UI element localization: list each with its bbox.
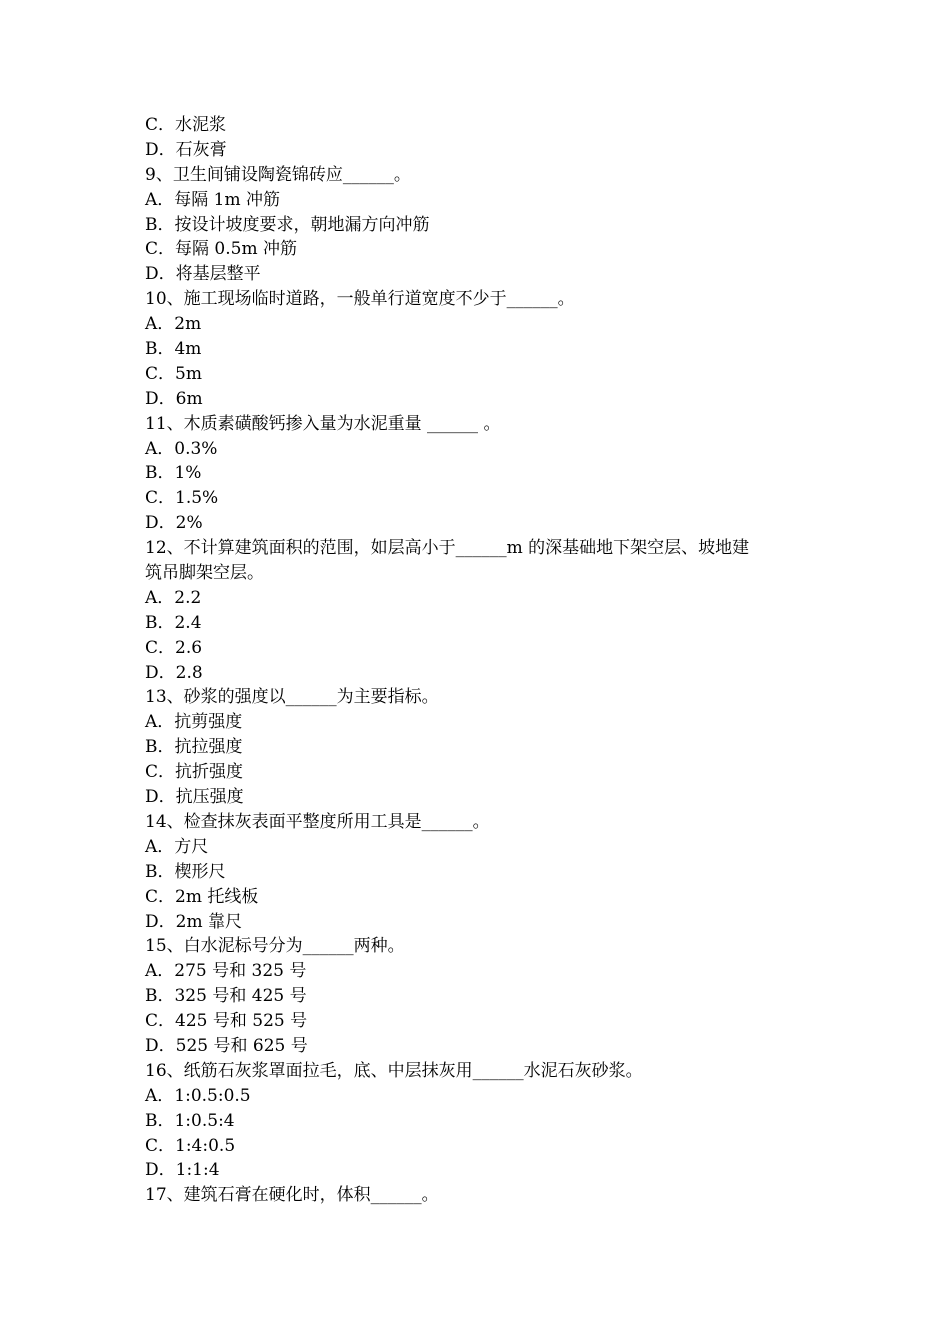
question-10: 10、施工现场临时道路，一般单行道宽度不少于______。 bbox=[145, 289, 575, 310]
option-a: A．1:0.5:0.5 bbox=[145, 1085, 251, 1106]
option-d: D．2.8 bbox=[145, 662, 203, 683]
option-d: D．抗压强度 bbox=[145, 787, 244, 808]
option-c: C．5m bbox=[145, 363, 202, 384]
option-b: B．325 号和 425 号 bbox=[145, 986, 307, 1007]
option-c: C．425 号和 525 号 bbox=[145, 1011, 308, 1032]
option-d: D．将基层整平 bbox=[145, 264, 261, 285]
option-b: B．1:0.5:4 bbox=[145, 1110, 235, 1131]
option-c: C．水泥浆 bbox=[145, 115, 227, 135]
option-a: A．抗剪强度 bbox=[145, 712, 243, 733]
option-c: C．2.6 bbox=[145, 637, 203, 658]
option-b: B．楔形尺 bbox=[145, 861, 226, 882]
option-a: A．方尺 bbox=[145, 836, 209, 857]
option-b: B．按设计坡度要求，朝地漏方向冲筋 bbox=[145, 214, 430, 235]
question-14: 14、检查抹灰表面平整度所用工具是______。 bbox=[145, 811, 490, 832]
option-a: A．275 号和 325 号 bbox=[145, 961, 307, 982]
question-12-continued: 筑吊脚架空层。 bbox=[145, 563, 264, 584]
option-b: B．2.4 bbox=[145, 612, 202, 633]
question-13: 13、砂浆的强度以______为主要指标。 bbox=[145, 687, 439, 708]
option-c: C．2m 托线板 bbox=[145, 886, 259, 907]
option-b: B．1% bbox=[145, 463, 202, 484]
option-a: A．0.3% bbox=[145, 438, 218, 459]
option-b: B．4m bbox=[145, 339, 202, 360]
question-9: 9、卫生间铺设陶瓷锦砖应______。 bbox=[145, 164, 411, 185]
option-a: A．2m bbox=[145, 314, 202, 335]
option-d: D．2m 靠尺 bbox=[145, 911, 242, 932]
option-b: B．抗拉强度 bbox=[145, 737, 243, 758]
option-a: A．每隔 1m 冲筋 bbox=[145, 189, 281, 210]
question-12: 12、不计算建筑面积的范围，如层高小于______m 的深基础地下架空层、坡地建 bbox=[145, 538, 750, 559]
option-a: A．2.2 bbox=[145, 587, 202, 608]
question-16: 16、纸筋石灰浆罩面拉毛，底、中层抹灰用______水泥石灰砂浆。 bbox=[145, 1060, 643, 1081]
option-c: C．1.5% bbox=[145, 488, 219, 509]
option-c: C．抗折强度 bbox=[145, 762, 244, 783]
question-17: 17、建筑石膏在硬化时，体积______。 bbox=[145, 1185, 439, 1206]
option-d: D．石灰膏 bbox=[145, 139, 227, 160]
option-d: D．6m bbox=[145, 388, 203, 409]
question-11: 11、木质素磺酸钙掺入量为水泥重量 ______ 。 bbox=[145, 413, 501, 434]
option-c: C．每隔 0.5m 冲筋 bbox=[145, 239, 297, 260]
option-d: D．1:1:4 bbox=[145, 1160, 220, 1181]
option-d: D．2% bbox=[145, 513, 203, 534]
question-15: 15、白水泥标号分为______两种。 bbox=[145, 936, 405, 957]
option-c: C．1:4:0.5 bbox=[145, 1135, 236, 1156]
document-body bbox=[145, 113, 825, 1208]
option-d: D．525 号和 625 号 bbox=[145, 1035, 308, 1056]
